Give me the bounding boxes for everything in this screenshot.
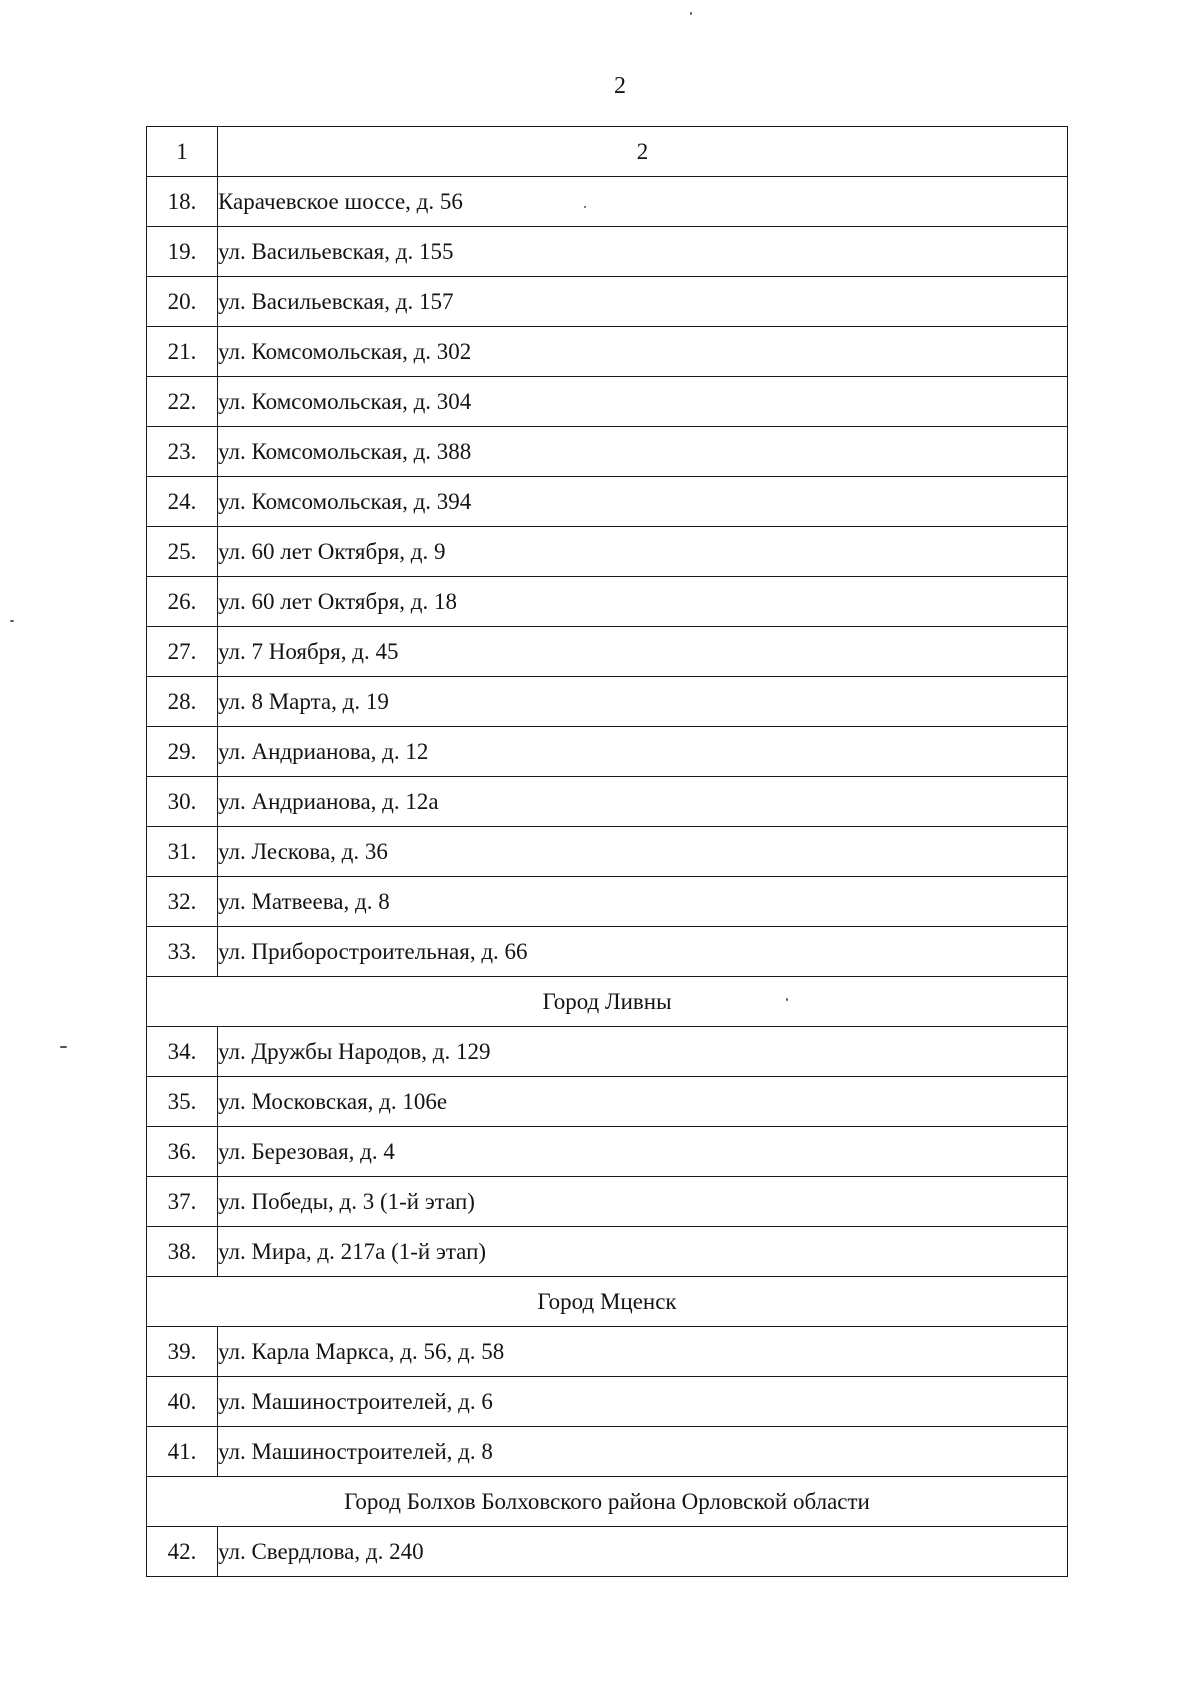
table-row (147, 777, 1068, 827)
row-number: 30. (147, 777, 218, 827)
row-number: 41. (147, 1427, 218, 1477)
row-address: ул. 8 Марта, д. 19 (218, 677, 1068, 727)
section-row (147, 1277, 1068, 1327)
row-number: 23. (147, 427, 218, 477)
row-number: 29. (147, 727, 218, 777)
scan-speck (584, 206, 586, 208)
row-number: 22. (147, 377, 218, 427)
table-row (147, 927, 1068, 977)
table-row (147, 227, 1068, 277)
table-row (147, 277, 1068, 327)
scan-speck (10, 620, 14, 622)
row-number: 35. (147, 1077, 218, 1127)
row-address: ул. Комсомольская, д. 388 (218, 427, 1068, 477)
row-address: ул. Комсомольская, д. 394 (218, 477, 1068, 527)
table-row (147, 1027, 1068, 1077)
row-address: ул. Комсомольская, д. 302 (218, 327, 1068, 377)
row-number: 38. (147, 1227, 218, 1277)
row-number: 24. (147, 477, 218, 527)
row-number: 26. (147, 577, 218, 627)
row-number: 21. (147, 327, 218, 377)
row-number: 33. (147, 927, 218, 977)
row-address: ул. 60 лет Октября, д. 18 (218, 577, 1068, 627)
row-address: Карачевское шоссе, д. 56 (218, 177, 1068, 227)
section-row (147, 1477, 1068, 1527)
row-number: 27. (147, 627, 218, 677)
row-address: ул. 7 Ноября, д. 45 (218, 627, 1068, 677)
row-number: 39. (147, 1327, 218, 1377)
section-title: Город Мценск (147, 1277, 1068, 1327)
row-number: 40. (147, 1377, 218, 1427)
table-row (147, 877, 1068, 927)
row-number: 31. (147, 827, 218, 877)
row-address: ул. Андрианова, д. 12 (218, 727, 1068, 777)
address-table (146, 126, 1068, 1577)
row-number: 36. (147, 1127, 218, 1177)
header-cell-col2: 2 (218, 127, 1068, 177)
row-address: ул. Свердлова, д. 240 (218, 1527, 1068, 1577)
table-row (147, 377, 1068, 427)
row-address: ул. Машиностроителей, д. 8 (218, 1427, 1068, 1477)
table-row (147, 827, 1068, 877)
row-address: ул. Андрианова, д. 12а (218, 777, 1068, 827)
row-address: ул. Мира, д. 217а (1-й этап) (218, 1227, 1068, 1277)
row-address: ул. Победы, д. 3 (1-й этап) (218, 1177, 1068, 1227)
table-row (147, 1077, 1068, 1127)
row-number: 42. (147, 1527, 218, 1577)
table-row (147, 177, 1068, 227)
section-row (147, 977, 1068, 1027)
row-address: ул. Приборостроительная, д. 66 (218, 927, 1068, 977)
scan-speck (60, 1046, 67, 1048)
table-row (147, 677, 1068, 727)
table-row (147, 1377, 1068, 1427)
row-address: ул. Дружбы Народов, д. 129 (218, 1027, 1068, 1077)
page-number: 2 (614, 73, 626, 99)
row-number: 28. (147, 677, 218, 727)
row-number: 20. (147, 277, 218, 327)
table-row (147, 327, 1068, 377)
row-address: ул. Березовая, д. 4 (218, 1127, 1068, 1177)
scan-speck (786, 998, 788, 1001)
row-number: 18. (147, 177, 218, 227)
row-address: ул. Машиностроителей, д. 6 (218, 1377, 1068, 1427)
table-row (147, 1427, 1068, 1477)
table-row (147, 427, 1068, 477)
row-number: 25. (147, 527, 218, 577)
row-address: ул. Васильевская, д. 155 (218, 227, 1068, 277)
table-row (147, 1327, 1068, 1377)
table-row (147, 1177, 1068, 1227)
table-row (147, 1127, 1068, 1177)
row-address: ул. 60 лет Октября, д. 9 (218, 527, 1068, 577)
section-title: Город Ливны (147, 977, 1068, 1027)
row-address: ул. Комсомольская, д. 304 (218, 377, 1068, 427)
table-row (147, 627, 1068, 677)
table-row (147, 1227, 1068, 1277)
row-address: ул. Матвеева, д. 8 (218, 877, 1068, 927)
scan-speck (690, 12, 692, 15)
table-row (147, 727, 1068, 777)
row-number: 34. (147, 1027, 218, 1077)
table-body (147, 127, 1068, 1577)
header-cell-col1: 1 (147, 127, 218, 177)
row-number: 37. (147, 1177, 218, 1227)
row-number: 32. (147, 877, 218, 927)
table-row (147, 527, 1068, 577)
table-row (147, 577, 1068, 627)
row-address: ул. Московская, д. 106е (218, 1077, 1068, 1127)
table-row (147, 477, 1068, 527)
row-number: 19. (147, 227, 218, 277)
row-address: ул. Карла Маркса, д. 56, д. 58 (218, 1327, 1068, 1377)
row-address: ул. Лескова, д. 36 (218, 827, 1068, 877)
section-title: Город Болхов Болховского района Орловской области (147, 1477, 1068, 1527)
row-address: ул. Васильевская, д. 157 (218, 277, 1068, 327)
table-header-row (147, 127, 1068, 177)
table-row (147, 1527, 1068, 1577)
